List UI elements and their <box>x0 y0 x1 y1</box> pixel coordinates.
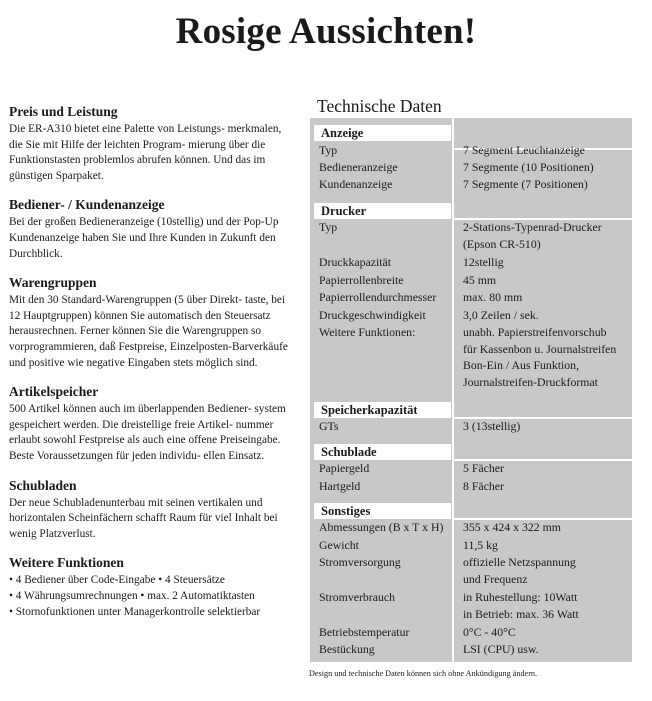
section-text: Die ER-A310 bietet eine Palette von Leistungs- merkmalen, die Sie mit Hilfe der leichten Program- mierung über die Funktionstasten problemlos abrufen können. Und das im günstigen Sparpaket. <box>9 123 282 182</box>
spec-value-line: 12stellig <box>463 255 504 269</box>
spec-value-line: Bon-Ein / Aus Funktion, <box>463 358 580 373</box>
spec-value <box>463 589 631 622</box>
spec-key: Bedieneranzeige <box>319 160 398 174</box>
spec-value-line: in Ruhestellung: 10Watt <box>463 590 578 604</box>
spec-value-line: 355 x 424 x 322 mm <box>463 520 561 534</box>
spec-value <box>463 554 631 587</box>
section-text: Bei der großen Bedieneranzeige (10stellig) und der Pop-Up Kundenanzeige haben Sie und Ihre Kunden in Zukunft den Durchblick. <box>9 216 279 260</box>
spec-key: Papierrollendurchmesser <box>319 290 437 304</box>
spec-key: Typ <box>319 220 338 234</box>
spec-value <box>463 176 631 193</box>
spec-key: Druckgeschwindigkeit <box>319 308 426 322</box>
spec-value <box>463 418 631 435</box>
tech-section-heading: Anzeige <box>314 125 451 141</box>
spec-value <box>463 254 631 271</box>
spec-key: Bestückung <box>319 642 375 656</box>
spec-value-line: Journalstreifen-Druckformat <box>463 374 598 389</box>
section-preis <box>9 104 295 184</box>
spec-value <box>463 537 631 554</box>
bullet-item: • 4 Bediener über Code-Eingabe • 4 Steuersätze <box>9 574 225 587</box>
section-heading: Warengruppen <box>9 275 97 291</box>
spec-value-line: 2-Stations-Typenrad-Drucker <box>463 220 602 234</box>
section-schubladen <box>9 478 295 543</box>
tech-section-heading: Drucker <box>314 203 451 219</box>
spec-value-line: 11,5 kg <box>463 538 498 552</box>
spec-key: Stromverbrauch <box>319 590 396 604</box>
tech-table <box>310 118 632 662</box>
spec-value-line: 45 mm <box>463 273 497 287</box>
spec-key: Weitere Funktionen: <box>319 325 416 339</box>
spec-value-line: 7 Segment Leuchtanzeige <box>463 143 585 157</box>
spec-value <box>463 272 631 289</box>
page-title: Rosige Aussichten! <box>175 11 477 52</box>
column-divider <box>452 118 454 662</box>
section-text: 500 Artikel können auch im überlappenden Bediener- system gespeichert werden. Die dreistellige freie Artikel- nummer erlaubt sowohl Festpreise als auch eine offene Preiseingabe. Beste Voraussetzungen für jeden individu- ellen Einsatz. <box>9 403 286 462</box>
spec-value <box>463 519 631 536</box>
spec-key: Druckkapazität <box>319 255 392 269</box>
section-text: Der neue Schubladenunterbau mit seinen vertikalen und horizontalen Scheinfächern schafft Raum für viel Inhalt bei wenig Platzverlust. <box>9 496 278 540</box>
spec-value-line: 7 Segmente (7 Positionen) <box>463 177 588 191</box>
spec-key: GTs <box>319 419 339 433</box>
bullet-item: • 4 Währungsumrechnungen • max. 2 Automatiktasten <box>9 590 255 603</box>
spec-value-line: 0°C - 40°C <box>463 625 516 639</box>
section-text: Mit den 30 Standard-Warengruppen (5 über Direkt- taste, bei 12 Hauptgruppen) können Sie automatisch den Steuersatz herausrechnen. Ferner können Sie die Warengruppen so vorprogrammieren, daß Festpreise, Einzelposten-Barverkäufe und positive wie negative Eingaben stets möglich sind. <box>9 294 288 369</box>
tech-section-heading: Speicherkapazität <box>314 402 451 418</box>
section-weitere-funktionen <box>9 555 295 620</box>
spec-value <box>463 159 631 176</box>
spec-value-line: für Kassenbon u. Journalstreifen <box>463 341 617 356</box>
section-heading: Artikelspeicher <box>9 384 99 400</box>
spec-value-line: max. 80 mm <box>463 290 523 304</box>
spec-value <box>463 324 631 390</box>
section-heading: Weitere Funktionen <box>9 555 124 571</box>
spec-value-line: unabh. Papierstreifenvorschub <box>463 325 607 339</box>
spec-key: Kundenanzeige <box>319 177 393 191</box>
spec-value-line: 5 Fächer <box>463 461 504 475</box>
footnote: Design und technische Daten können sich ohne Ankündigung ändern. <box>309 669 538 678</box>
spec-value-line: 8 Fächer <box>463 479 504 493</box>
spec-value <box>463 219 631 252</box>
spec-value <box>463 641 631 658</box>
spec-key: Typ <box>319 143 338 157</box>
spec-key: Gewicht <box>319 538 359 552</box>
spec-key: Hartgeld <box>319 479 361 493</box>
spec-value-line: 3 (13stellig) <box>463 419 521 433</box>
spec-key: Abmessungen (B x T x H) <box>319 520 444 534</box>
section-bediener <box>9 197 295 262</box>
spec-value <box>463 478 631 495</box>
section-warengruppen <box>9 275 295 371</box>
spec-value <box>463 307 631 324</box>
spec-key: Papiergeld <box>319 461 370 475</box>
tech-section-heading: Sonstiges <box>314 503 451 519</box>
spec-value-line: (Epson CR-510) <box>463 236 541 251</box>
section-heading: Bediener- / Kundenanzeige <box>9 197 165 213</box>
spec-value <box>463 624 631 641</box>
section-artikelspeicher <box>9 384 295 464</box>
spec-value-line: in Betrieb: max. 36 Watt <box>463 606 579 621</box>
spec-value-line: 7 Segmente (10 Positionen) <box>463 160 594 174</box>
spec-value-line: 3,0 Zeilen / sek. <box>463 308 539 322</box>
spec-value <box>463 460 631 477</box>
tech-section-heading: Schublade <box>314 444 451 460</box>
bullet-item: • Stornofunktionen unter Managerkontrolle selektierbar <box>9 605 261 618</box>
spec-key: Stromversorgung <box>319 555 401 569</box>
feature-column <box>9 104 295 634</box>
spec-value <box>463 289 631 306</box>
spec-value <box>463 142 631 159</box>
tech-heading: Technische Daten <box>317 96 442 116</box>
section-heading: Schubladen <box>9 477 77 493</box>
spec-key: Betriebstemperatur <box>319 625 410 639</box>
spec-value-line: offizielle Netzspannung <box>463 555 576 569</box>
section-heading: Preis und Leistung <box>9 104 118 119</box>
spec-key: Papierrollenbreite <box>319 273 404 287</box>
spec-value-line: LSI (CPU) usw. <box>463 642 539 656</box>
bullet-list <box>9 573 295 620</box>
spec-value-line: und Frequenz <box>463 571 528 586</box>
